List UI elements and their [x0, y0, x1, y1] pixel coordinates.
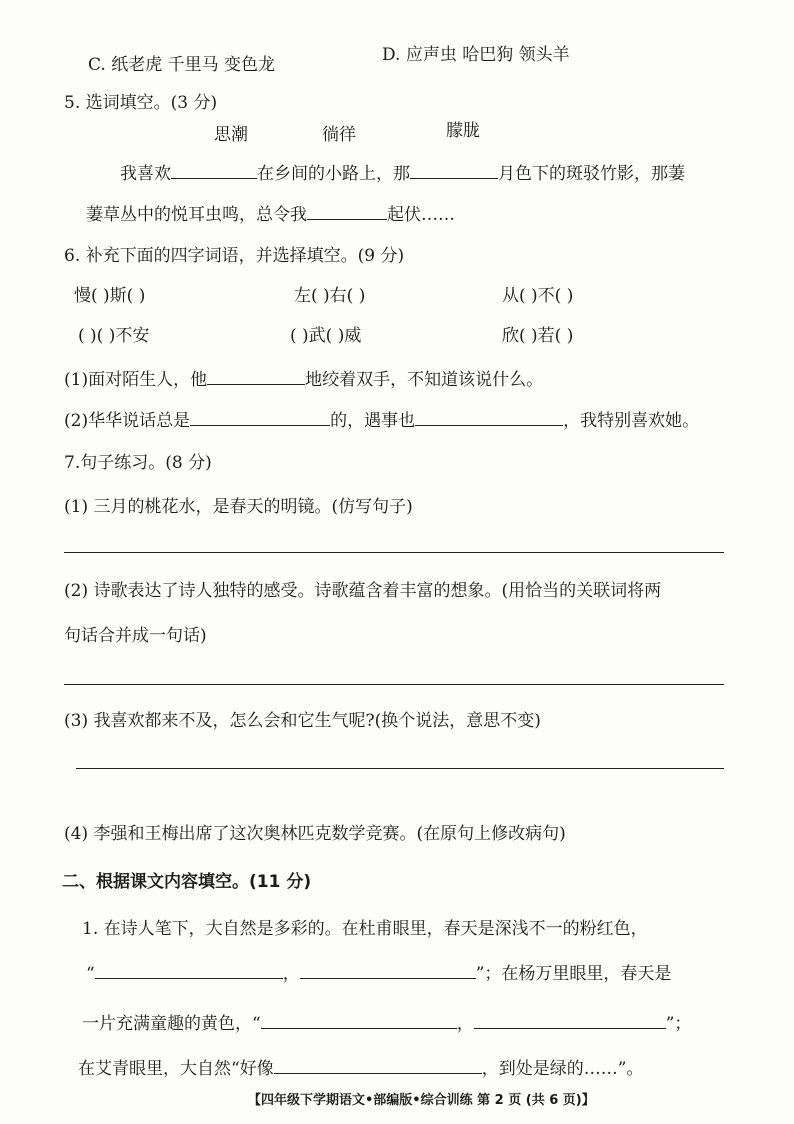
comma: ， — [456, 1014, 474, 1034]
q5-text-1: 我喜欢 — [120, 164, 171, 184]
q5-blank-1[interactable] — [171, 162, 257, 179]
section2-line-4 — [78, 1057, 643, 1080]
section2-line-1: 1. 在诗人笔下，大自然是多彩的。在杜甫眼里，春天是深浅不一的粉红色， — [82, 919, 648, 939]
q6-s1-text-b: 地绞着双手，不知道该说什么。 — [305, 370, 544, 390]
q7-answer-line-3[interactable] — [76, 768, 724, 769]
q6-s1-text-a: (1)面对陌生人，他 — [64, 370, 208, 390]
q7-answer-line-2[interactable] — [64, 684, 724, 685]
q7-part-2-line-1: (2) 诗歌表达了诗人独特的感受。诗歌蕴含着丰富的想象。(用恰当的关联词将两 — [64, 581, 662, 601]
s2-text-3a: 一片充满童趣的黄色，“ — [82, 1014, 261, 1034]
q6-s2-blank-2[interactable] — [415, 409, 563, 426]
s2-blank-5[interactable] — [274, 1057, 482, 1074]
q6-idiom-3[interactable]: 从( )不( ) — [502, 286, 574, 306]
q7-part-2-line-2: 句话合并成一句话) — [64, 626, 207, 646]
q5-word-3: 朦胧 — [446, 121, 480, 141]
q6-s2-text-a: (2)华华说话总是 — [64, 411, 191, 431]
quote-close: ”； — [665, 1014, 692, 1034]
s2-text-4b: ，到处是绿的……”。 — [481, 1059, 644, 1079]
s2-blank-1[interactable] — [95, 962, 283, 979]
s2-blank-4[interactable] — [474, 1012, 666, 1029]
q5-text-3: 月色下的斑驳竹影，那萋 — [498, 164, 685, 184]
s2-blank-3[interactable] — [261, 1012, 457, 1029]
q7-part-3: (3) 我喜欢都来不及，怎么会和它生气呢?(换个说法，意思不变) — [64, 711, 541, 731]
q6-s2-blank-1[interactable] — [190, 409, 330, 426]
section2-line-3 — [82, 1012, 691, 1035]
q6-idiom-6[interactable]: 欣( )若( ) — [502, 326, 574, 346]
option-d: D. 应声虫 哈巴狗 领头羊 — [382, 45, 570, 65]
quote-open: “ — [86, 964, 95, 984]
q6-s2-text-c: ，我特别喜欢她。 — [563, 411, 700, 431]
s2-blank-2[interactable] — [300, 962, 476, 979]
q7-answer-line-1[interactable] — [64, 552, 724, 553]
page-footer: 【四年级下学期语文•部编版•综合训练 第 2 页 (共 6 页)】 — [248, 1093, 595, 1108]
q6-idiom-1[interactable]: 慢( )斯( ) — [74, 286, 146, 306]
q6-idiom-4[interactable]: ( )( )不安 — [78, 326, 150, 346]
q7-part-4: (4) 李强和王梅出席了这次奥林匹克数学竞赛。(在原句上修改病句) — [64, 824, 566, 844]
q6-idiom-5[interactable]: ( )武( )威 — [290, 326, 362, 346]
comma: ， — [282, 964, 300, 984]
q5-sentence-line1 — [120, 162, 685, 185]
q5-word-1: 思潮 — [214, 125, 248, 145]
s2-text-4a: 在艾青眼里，大自然“好像 — [78, 1059, 274, 1079]
q5-sentence-line2 — [86, 203, 455, 226]
q5-word-2: 徜徉 — [322, 125, 356, 145]
q5-text-4: 萋草丛中的悦耳虫鸣，总令我 — [86, 205, 307, 225]
q5-blank-3[interactable] — [307, 203, 387, 220]
q6-s2-text-b: 的，遇事也 — [330, 411, 416, 431]
q5-blank-2[interactable] — [410, 162, 498, 179]
q7-part-1: (1) 三月的桃花水，是春天的明镜。(仿写句子) — [64, 497, 413, 517]
q6-sentence-1 — [64, 368, 543, 391]
q7-title: 7.句子练习。(8 分) — [64, 453, 212, 473]
q5-text-5: 起伏…… — [387, 205, 455, 225]
q6-idiom-2[interactable]: 左( )右( ) — [294, 286, 366, 306]
q5-title: 5. 选词填空。(3 分) — [64, 93, 218, 113]
q6-s1-blank[interactable] — [207, 368, 305, 385]
q6-sentence-2 — [64, 409, 699, 432]
q6-title: 6. 补充下面的四字词语，并选择填空。(9 分) — [64, 246, 405, 266]
quote-close-text: ”；在杨万里眼里，春天是 — [475, 964, 672, 984]
option-c: C. 纸老虎 千里马 变色龙 — [88, 55, 276, 75]
q5-text-2: 在乡间的小路上，那 — [257, 164, 410, 184]
section2-line-2 — [86, 962, 671, 985]
section2-title: 二、根据课文内容填空。(11 分) — [62, 872, 312, 892]
